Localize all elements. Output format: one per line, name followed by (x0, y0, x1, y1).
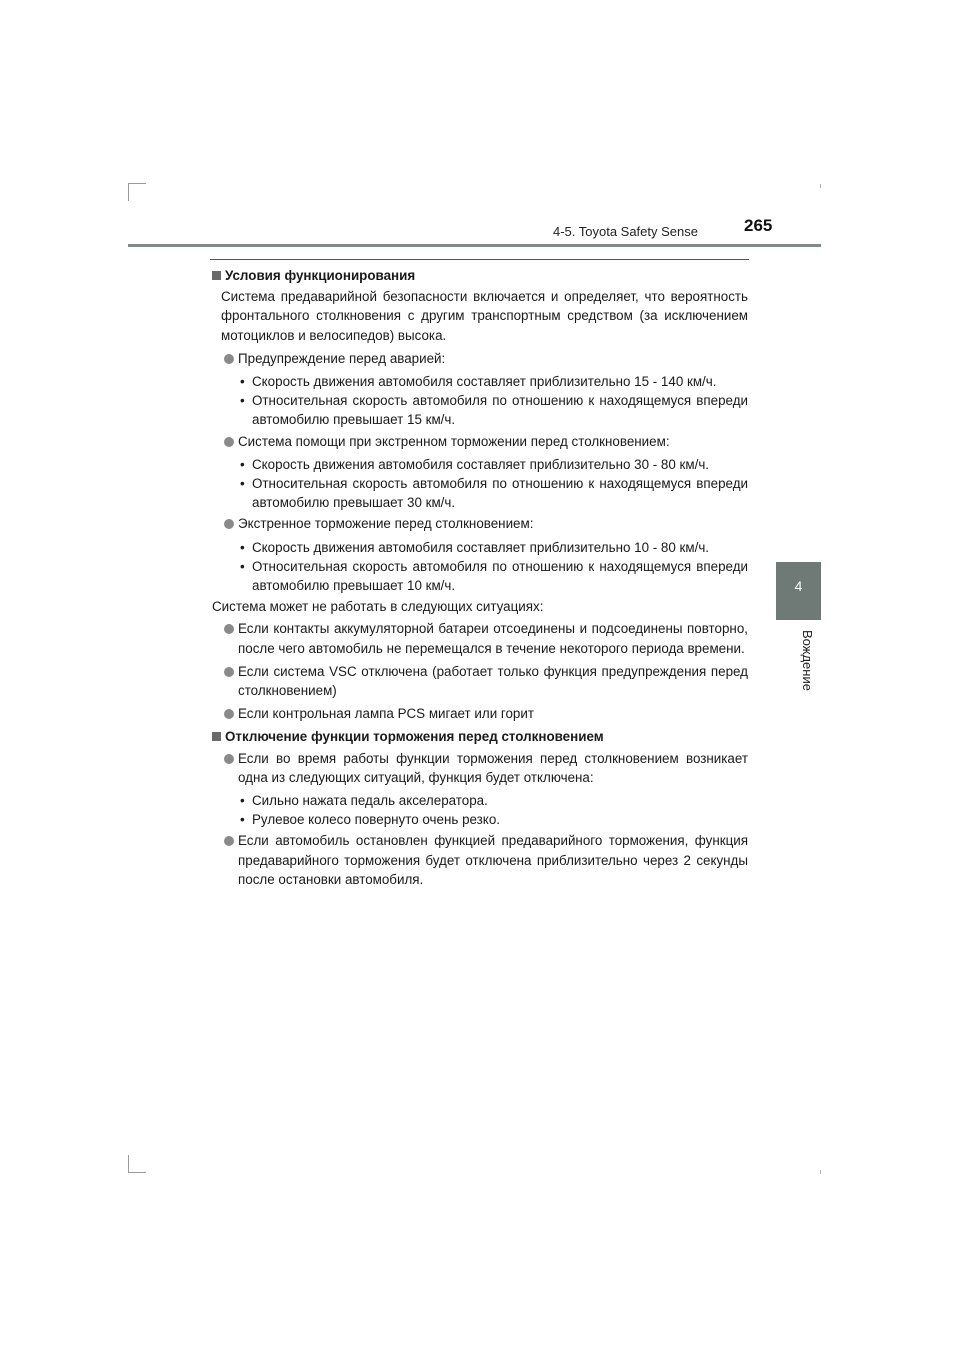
chapter-number: 4 (794, 578, 803, 594)
paragraph-note: Система может не работать в следующих ситуациях: (212, 599, 544, 615)
list-item (221, 662, 748, 700)
list-item-text: Если автомобиль остановлен функцией предаварийного торможения, функция предаварийного торможения будет отключена приблизительно через 2 секунды после остановки автомобиля. (238, 833, 748, 887)
page-content (212, 266, 748, 893)
list-item (221, 432, 748, 451)
sub-list (212, 791, 748, 829)
crop-mark-top-left-v (128, 183, 129, 201)
list-item (221, 349, 748, 368)
sub-list-item-text: Относительная скорость автомобиля по отношению к находящемуся впереди автомобилю превышает 15 км/ч. (252, 393, 748, 428)
sub-list (212, 372, 748, 430)
header-rule (128, 244, 821, 247)
square-bullet-icon (212, 732, 221, 741)
sub-list-item-text: Рулевое колесо повернуто очень резко. (252, 812, 500, 828)
list-item (221, 619, 748, 657)
circle-bullet-icon (224, 667, 234, 677)
crop-mark-bottom-left-h (128, 1172, 146, 1173)
list-item-text: Если во время работы функции торможения перед столкновением возникает одна из следующих ситуаций, функция будет отключена: (238, 750, 748, 785)
paragraph-intro: Система предаварийной безопасности включается и определяет, что вероятность фронтального столкновения с другим транспортным средством (за исключением мотоциклов и велосипедов) высока. (221, 289, 748, 343)
list-item-text: Предупреждение перед аварией: (238, 350, 446, 366)
section-heading-disable (212, 727, 748, 746)
sub-list-item-text: Скорость движения автомобиля составляет приблизительно 10 - 80 км/ч. (252, 539, 710, 555)
dot-marker: • (240, 793, 245, 809)
list-item (221, 831, 748, 889)
square-bullet-icon (212, 271, 221, 280)
sub-list-item-text: Относительная скорость автомобиля по отношению к находящемуся впереди автомобилю превышает 10 км/ч. (252, 558, 748, 594)
sub-list-item (238, 810, 748, 829)
crop-dot-bottom-right (820, 1170, 821, 1174)
list-item (221, 514, 748, 533)
circle-bullet-icon (224, 709, 234, 719)
sub-list-item (238, 372, 748, 391)
content-rule (210, 259, 749, 260)
dot-marker: • (240, 456, 245, 472)
list-item (221, 749, 748, 787)
sub-list-item (238, 391, 748, 429)
section-title: 4-5. Toyota Safety Sense (552, 224, 698, 239)
sub-list-item (238, 474, 748, 512)
sub-list (212, 455, 748, 513)
sub-list-item (238, 455, 748, 474)
circle-bullet-icon (224, 437, 234, 447)
section-heading-text: Условия функционирования (225, 268, 416, 283)
crop-mark-top-left-h (128, 183, 146, 184)
circle-bullet-icon (224, 754, 234, 764)
circle-bullet-icon (224, 624, 234, 634)
section-heading-conditions (212, 266, 748, 285)
chapter-tab[interactable] (776, 562, 821, 620)
list-item-text: Система помощи при экстренном торможении перед столкновением: (238, 433, 670, 449)
sub-list-item (238, 791, 748, 810)
dot-marker: • (240, 812, 245, 828)
list-item-text: Экстренное торможение перед столкновением: (238, 516, 534, 532)
crop-dot-top-right (820, 184, 821, 188)
sub-list-item (238, 538, 748, 557)
page-number: 265 (744, 216, 773, 235)
list-item-text: Если система VSC отключена (работает только функция предупреждения перед столкновением) (238, 663, 748, 699)
circle-bullet-icon (224, 836, 234, 846)
sub-list-item (238, 557, 748, 595)
circle-bullet-icon (224, 519, 234, 529)
sub-list-item-text: Относительная скорость автомобиля по отношению к находящемуся впереди автомобилю превышает 30 км/ч. (252, 476, 748, 511)
dot-marker: • (240, 374, 245, 390)
sub-list-item-text: Скорость движения автомобиля составляет приблизительно 15 - 140 км/ч. (252, 374, 717, 390)
circle-bullet-icon (224, 354, 234, 364)
crop-mark-bottom-left-v (128, 1155, 129, 1173)
sub-list-item-text: Скорость движения автомобиля составляет приблизительно 30 - 80 км/ч. (252, 456, 710, 472)
dot-marker: • (240, 558, 245, 574)
chapter-label: Вождение (800, 630, 815, 691)
sub-list-item-text: Сильно нажата педаль акселератора. (252, 793, 488, 809)
dot-marker: • (240, 476, 245, 492)
list-item (221, 704, 748, 723)
list-item-text: Если контрольная лампа PCS мигает или горит (238, 706, 534, 722)
section-heading-text: Отключение функции торможения перед столкновением (225, 729, 604, 745)
list-item-text: Если контакты аккумуляторной батареи отсоединены и подсоединены повторно, после чего автомобиль не перемещался в течение некоторого периода времени. (238, 621, 748, 656)
dot-marker: • (240, 393, 245, 409)
sub-list (212, 538, 748, 596)
dot-marker: • (240, 539, 245, 555)
